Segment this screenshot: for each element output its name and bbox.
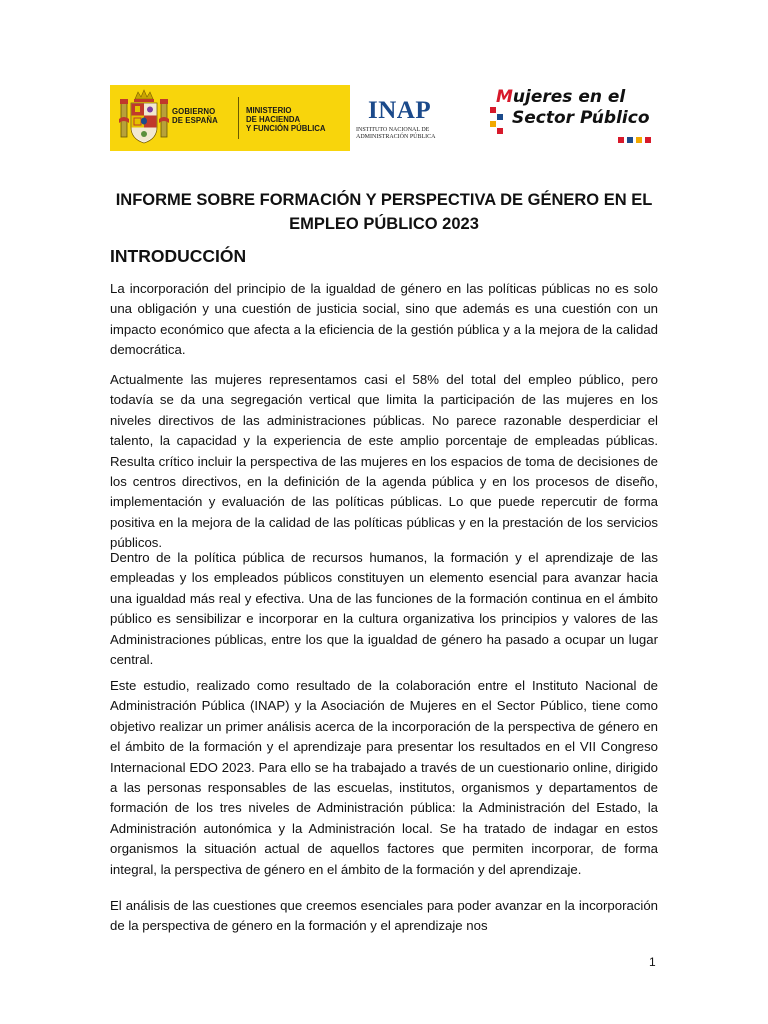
paragraph: La incorporación del principio de la igualdad de género en las políticas públicas no es solo una obligación y una cuestión de justicia social, sino que además es una cuestión con un impacto económico que afecta a la eficiencia de la gestión pública y a la mejora de la calidad democrática.	[110, 281, 658, 358]
mujeres-line2: Sector Público	[512, 108, 650, 128]
mujeres-line1	[496, 87, 625, 107]
paragraph: El análisis de las cuestiones que creemos esenciales para poder avanzar en la incorporación de la perspectiva de género en la formación y el aprendizaje nos	[110, 898, 658, 934]
mujeres-squares-icon	[490, 107, 514, 137]
mujeres-sector-publico-logo	[490, 87, 660, 151]
page-number: 1	[649, 955, 656, 969]
inap-subtitle: INSTITUTO NACIONAL DE ADMINISTRACIÓN PÚBLICA	[356, 127, 436, 140]
coat-of-arms-icon	[118, 89, 170, 147]
inap-logo	[350, 85, 452, 151]
document-title: INFORME SOBRE FORMACIÓN Y PERSPECTIVA DE GÉNERO EN EL EMPLEO PÚBLICO 2023	[115, 191, 653, 233]
paragraph: Este estudio, realizado como resultado de la colaboración entre el Instituto Nacional de Administración Pública (INAP) y la Asociación de Mujeres en el Sector Público, tiene como objetivo realizar un primer análisis acerca de la incorporación de la perspectiva de género en el ámbito de la formación y el aprendizaje para presentar los resultados en el VII Congreso Internacional EDO 2023. Para ello se ha trabajado a través de un cuestionario online, dirigido a las personas responsables de las escuelas, institutos, organismos y departamentos de formación de los tres niveles de Administración pública: la Administración del Estado, la Administración autonómica y la Administración local. Se ha tratado de indagar en estos organismos la situación actual de aquellos factores que permiten incorporar, de forma integral, la perspectiva de género en el ámbito de la formación y del aprendizaje.	[110, 678, 658, 877]
mujeres-first-letter: M	[496, 87, 513, 107]
logo-divider	[238, 97, 239, 139]
government-text: GOBIERNO DE ESPAÑA	[172, 107, 218, 125]
ministry-text: MINISTERIO DE HACIENDA Y FUNCIÓN PÚBLICA	[246, 106, 326, 133]
section-title: INTRODUCCIÓN	[110, 246, 247, 266]
mujeres-line1-rest: ujeres en el	[512, 87, 626, 107]
government-logo	[110, 85, 350, 151]
mujeres-bottom-squares-icon	[618, 137, 658, 145]
paragraph: Dentro de la política pública de recursos humanos, la formación y el aprendizaje de las empleadas y los empleados públicos constituyen un elemento esencial para avanzar hacia una igualdad más real y efectiva. Una de las funciones de la formación continua en el ámbito público es sensibilizar e incorporar en la cultura organizativa los principios y valores de las Administraciones públicas, entre los que la igualdad de género ha pasado a ocupar un lugar central.	[110, 550, 658, 668]
inap-title: INAP	[368, 97, 432, 124]
header-logos	[110, 85, 658, 151]
paragraph: Actualmente las mujeres representamos casi el 58% del total del empleo público, pero todavía se da una segregación vertical que limita la participación de las mujeres en los niveles directivos de las administraciones públicas. No parece razonable desperdiciar el talento, la capacidad y la experiencia de este amplio porcentaje de empleadas públicas. Resulta crítico incluir la perspectiva de las mujeres en los espacios de toma de decisiones de los centros directivos, en la definición de la agenda pública y en los procesos de diseño, implementación y evaluación de las políticas públicas. Lo que puede repercutir de forma positiva en la mejora de la calidad de las políticas públicas y en la prestación de los servicios públicos.	[110, 372, 658, 551]
